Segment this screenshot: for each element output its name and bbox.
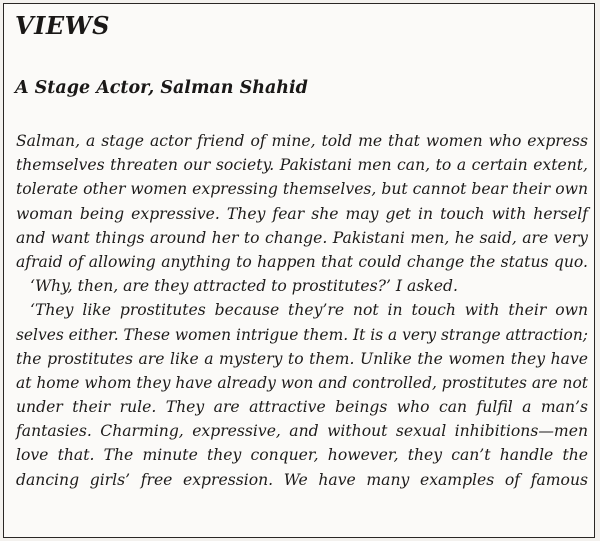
text-line: the prostitutes are like a mystery to them. Unlike the women they have: [16, 349, 588, 368]
text-line: selves either. These women intrigue them. It is a very strange attraction;: [16, 325, 588, 344]
paragraph-2: [16, 274, 588, 298]
paragraph-1: [16, 129, 588, 274]
text-line: woman being expressive. They fear she may get in touch with herself: [16, 204, 588, 223]
article-box: [3, 3, 595, 538]
text-line: afraid of allowing anything to happen that could change the status quo.: [16, 252, 588, 271]
text-line: at home whom they have already won and controlled, prostitutes are not: [16, 373, 588, 392]
text-line: and want things around her to change. Pakistani men, he said, are very: [16, 228, 588, 247]
text-line: ‘They like prostitutes because they’re not in touch with their own: [30, 301, 588, 320]
paragraph-3: [16, 298, 588, 492]
text-line: dancing girls’ free expression. We have many examples of famous: [16, 470, 588, 489]
text-line: Salman, a stage actor friend of mine, told me that women who express: [16, 132, 588, 150]
text-line: ‘Why, then, are they attracted to prostitutes?’ I asked.: [30, 277, 458, 296]
article-body: [16, 129, 588, 492]
section-title: VIEWS: [15, 11, 110, 40]
article-title: A Stage Actor, Salman Shahid: [15, 78, 308, 98]
text-line: under their rule. They are attractive beings who can fulfil a man’s: [16, 398, 588, 417]
text-line: themselves threaten our society. Pakistani men can, to a certain extent,: [16, 156, 588, 175]
text-line: fantasies. Charming, expressive, and without sexual inhibitions—men: [16, 422, 588, 441]
text-line: love that. The minute they conquer, however, they can’t handle the: [16, 446, 588, 465]
text-line: tolerate other women expressing themselves, but cannot bear their own: [16, 180, 588, 199]
